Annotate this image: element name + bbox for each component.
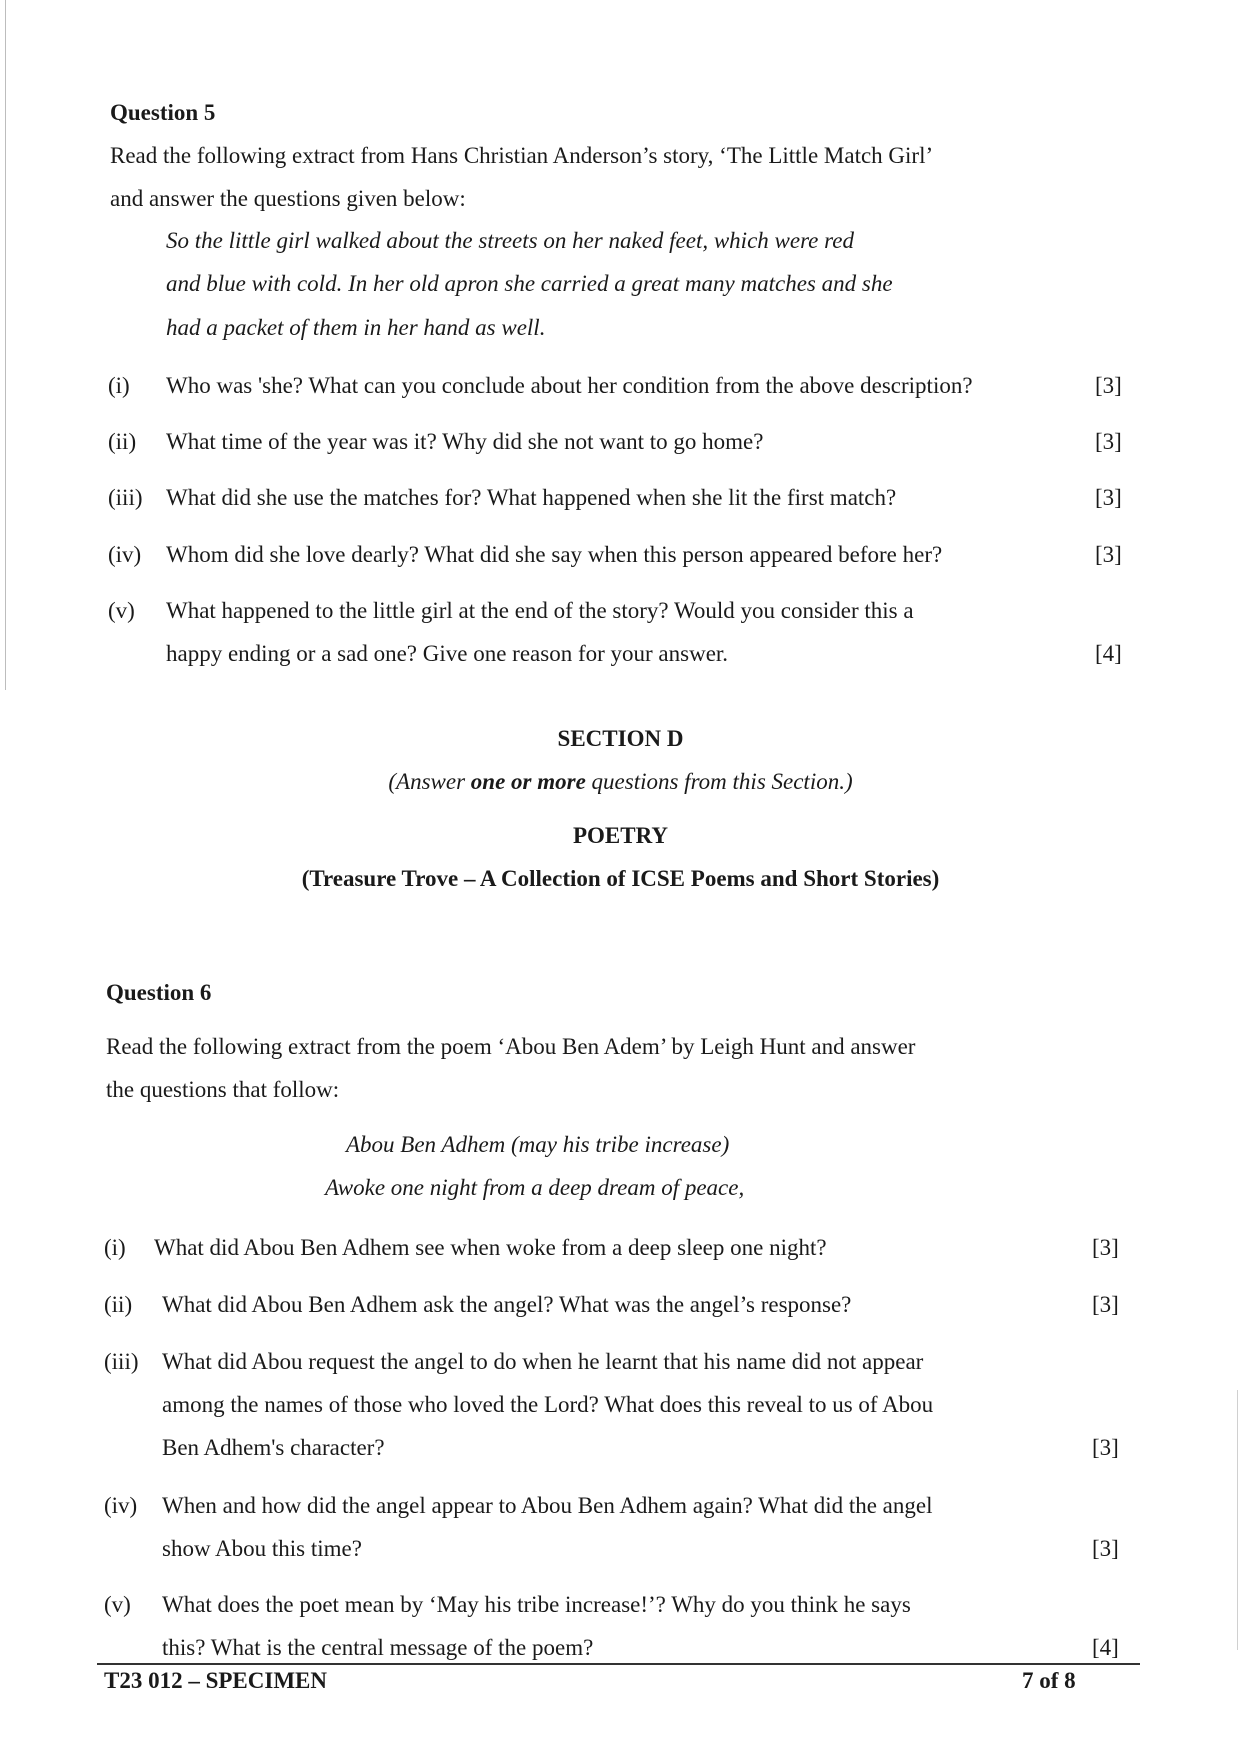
item-number: (ii) [108, 429, 137, 454]
question-6-item-i [104, 1226, 1124, 1270]
question-5-item-iv [108, 533, 1123, 577]
question-6-intro-line-1: Read the following extract from the poem ‘Abou Ben Adem’ by Leigh Hunt and answer [106, 1034, 916, 1059]
question-6-intro-line-2: the questions that follow: [106, 1077, 340, 1102]
item-marks: [3] [1092, 1292, 1119, 1317]
item-number: (iii) [104, 1349, 139, 1374]
item-number: (i) [104, 1235, 126, 1260]
question-6-extract-line-2: Awoke one night from a deep dream of peace, [325, 1175, 745, 1200]
item-marks: [3] [1095, 542, 1122, 567]
item-marks: [3] [1095, 373, 1122, 398]
question-5-item-v [108, 589, 1123, 677]
question-5-item-i [108, 364, 1123, 408]
item-text: Who was 'she? What can you conclude about her condition from the above description? [166, 373, 973, 398]
item-marks: [4] [1095, 641, 1122, 666]
item-text: What did she use the matches for? What happened when she lit the first match? [166, 485, 897, 510]
item-number: (v) [108, 598, 135, 623]
item-marks: [3] [1092, 1235, 1119, 1260]
page-number: 7 of 8 [1022, 1668, 1076, 1693]
item-marks: [3] [1095, 485, 1122, 510]
item-number: (iv) [108, 542, 142, 567]
item-text-line-3: Ben Adhem's character? [162, 1435, 385, 1460]
question-5-extract-line-3: had a packet of them in her hand as well. [166, 315, 546, 340]
item-text: What time of the year was it? Why did she not want to go home? [166, 429, 764, 454]
item-number: (v) [104, 1592, 131, 1617]
question-5-intro-line-2: and answer the questions given below: [110, 186, 466, 211]
item-text-line-2: happy ending or a sad one? Give one reason for your answer. [166, 641, 729, 666]
item-text-line-2: show Abou this time? [162, 1536, 362, 1561]
question-5-item-iii [108, 476, 1123, 520]
section-instruction-post: questions from this Section.) [585, 769, 853, 794]
item-text-line-1: What happened to the little girl at the end of the story? Would you consider this a [166, 598, 914, 623]
question-6-item-iii [104, 1340, 1124, 1470]
item-marks: [3] [1092, 1435, 1119, 1460]
item-number: (iv) [104, 1493, 138, 1518]
question-6-heading: Question 6 [106, 980, 212, 1005]
scan-edge-line [5, 0, 6, 690]
section-subject: POETRY [572, 823, 669, 848]
scan-edge-line-right [1237, 1390, 1238, 1650]
question-6-item-v [104, 1583, 1124, 1671]
item-number: (i) [108, 373, 130, 398]
question-5-extract-line-2: and blue with cold. In her old apron she carried a great many matches and she [166, 271, 893, 296]
section-title: SECTION D [557, 726, 684, 751]
item-text: Whom did she love dearly? What did she say when this person appeared before her? [166, 542, 943, 567]
item-text-line-2: this? What is the central message of the poem? [162, 1635, 594, 1660]
question-6-extract-line-1: Abou Ben Adhem (may his tribe increase) [346, 1132, 730, 1157]
paper-code: T23 012 – SPECIMEN [104, 1668, 327, 1693]
item-text-line-1: When and how did the angel appear to Abou Ben Adhem again? What did the angel [162, 1493, 933, 1518]
item-marks: [3] [1095, 429, 1122, 454]
item-text-line-2: among the names of those who loved the Lord? What does this reveal to us of Abou [162, 1392, 934, 1417]
question-5-item-ii [108, 420, 1123, 464]
question-6-item-iv [104, 1484, 1124, 1572]
item-text: What did Abou Ben Adhem see when woke from a deep sleep one night? [154, 1235, 827, 1260]
section-instruction-bold: one or more [470, 769, 586, 794]
item-marks: [3] [1092, 1536, 1119, 1561]
section-instruction-pre: (Answer [388, 769, 471, 794]
item-text-line-1: What does the poet mean by ‘May his tribe increase!’? Why do you think he says [162, 1592, 911, 1617]
section-book-title: (Treasure Trove – A Collection of ICSE Poems and Short Stories) [301, 866, 940, 891]
question-5-heading: Question 5 [110, 100, 216, 125]
item-text: What did Abou Ben Adhem ask the angel? What was the angel’s response? [162, 1292, 852, 1317]
footer-rule [97, 1663, 1140, 1665]
item-number: (iii) [108, 485, 143, 510]
question-6-item-ii [104, 1283, 1124, 1327]
question-5-intro-line-1: Read the following extract from Hans Christian Anderson’s story, ‘The Little Match Girl’ [110, 143, 934, 168]
question-5-extract-line-1: So the little girl walked about the streets on her naked feet, which were red [166, 228, 854, 253]
item-text-line-1: What did Abou request the angel to do when he learnt that his name did not appear [162, 1349, 924, 1374]
section-instruction [0, 769, 1241, 795]
item-number: (ii) [104, 1292, 133, 1317]
item-marks: [4] [1092, 1635, 1119, 1660]
